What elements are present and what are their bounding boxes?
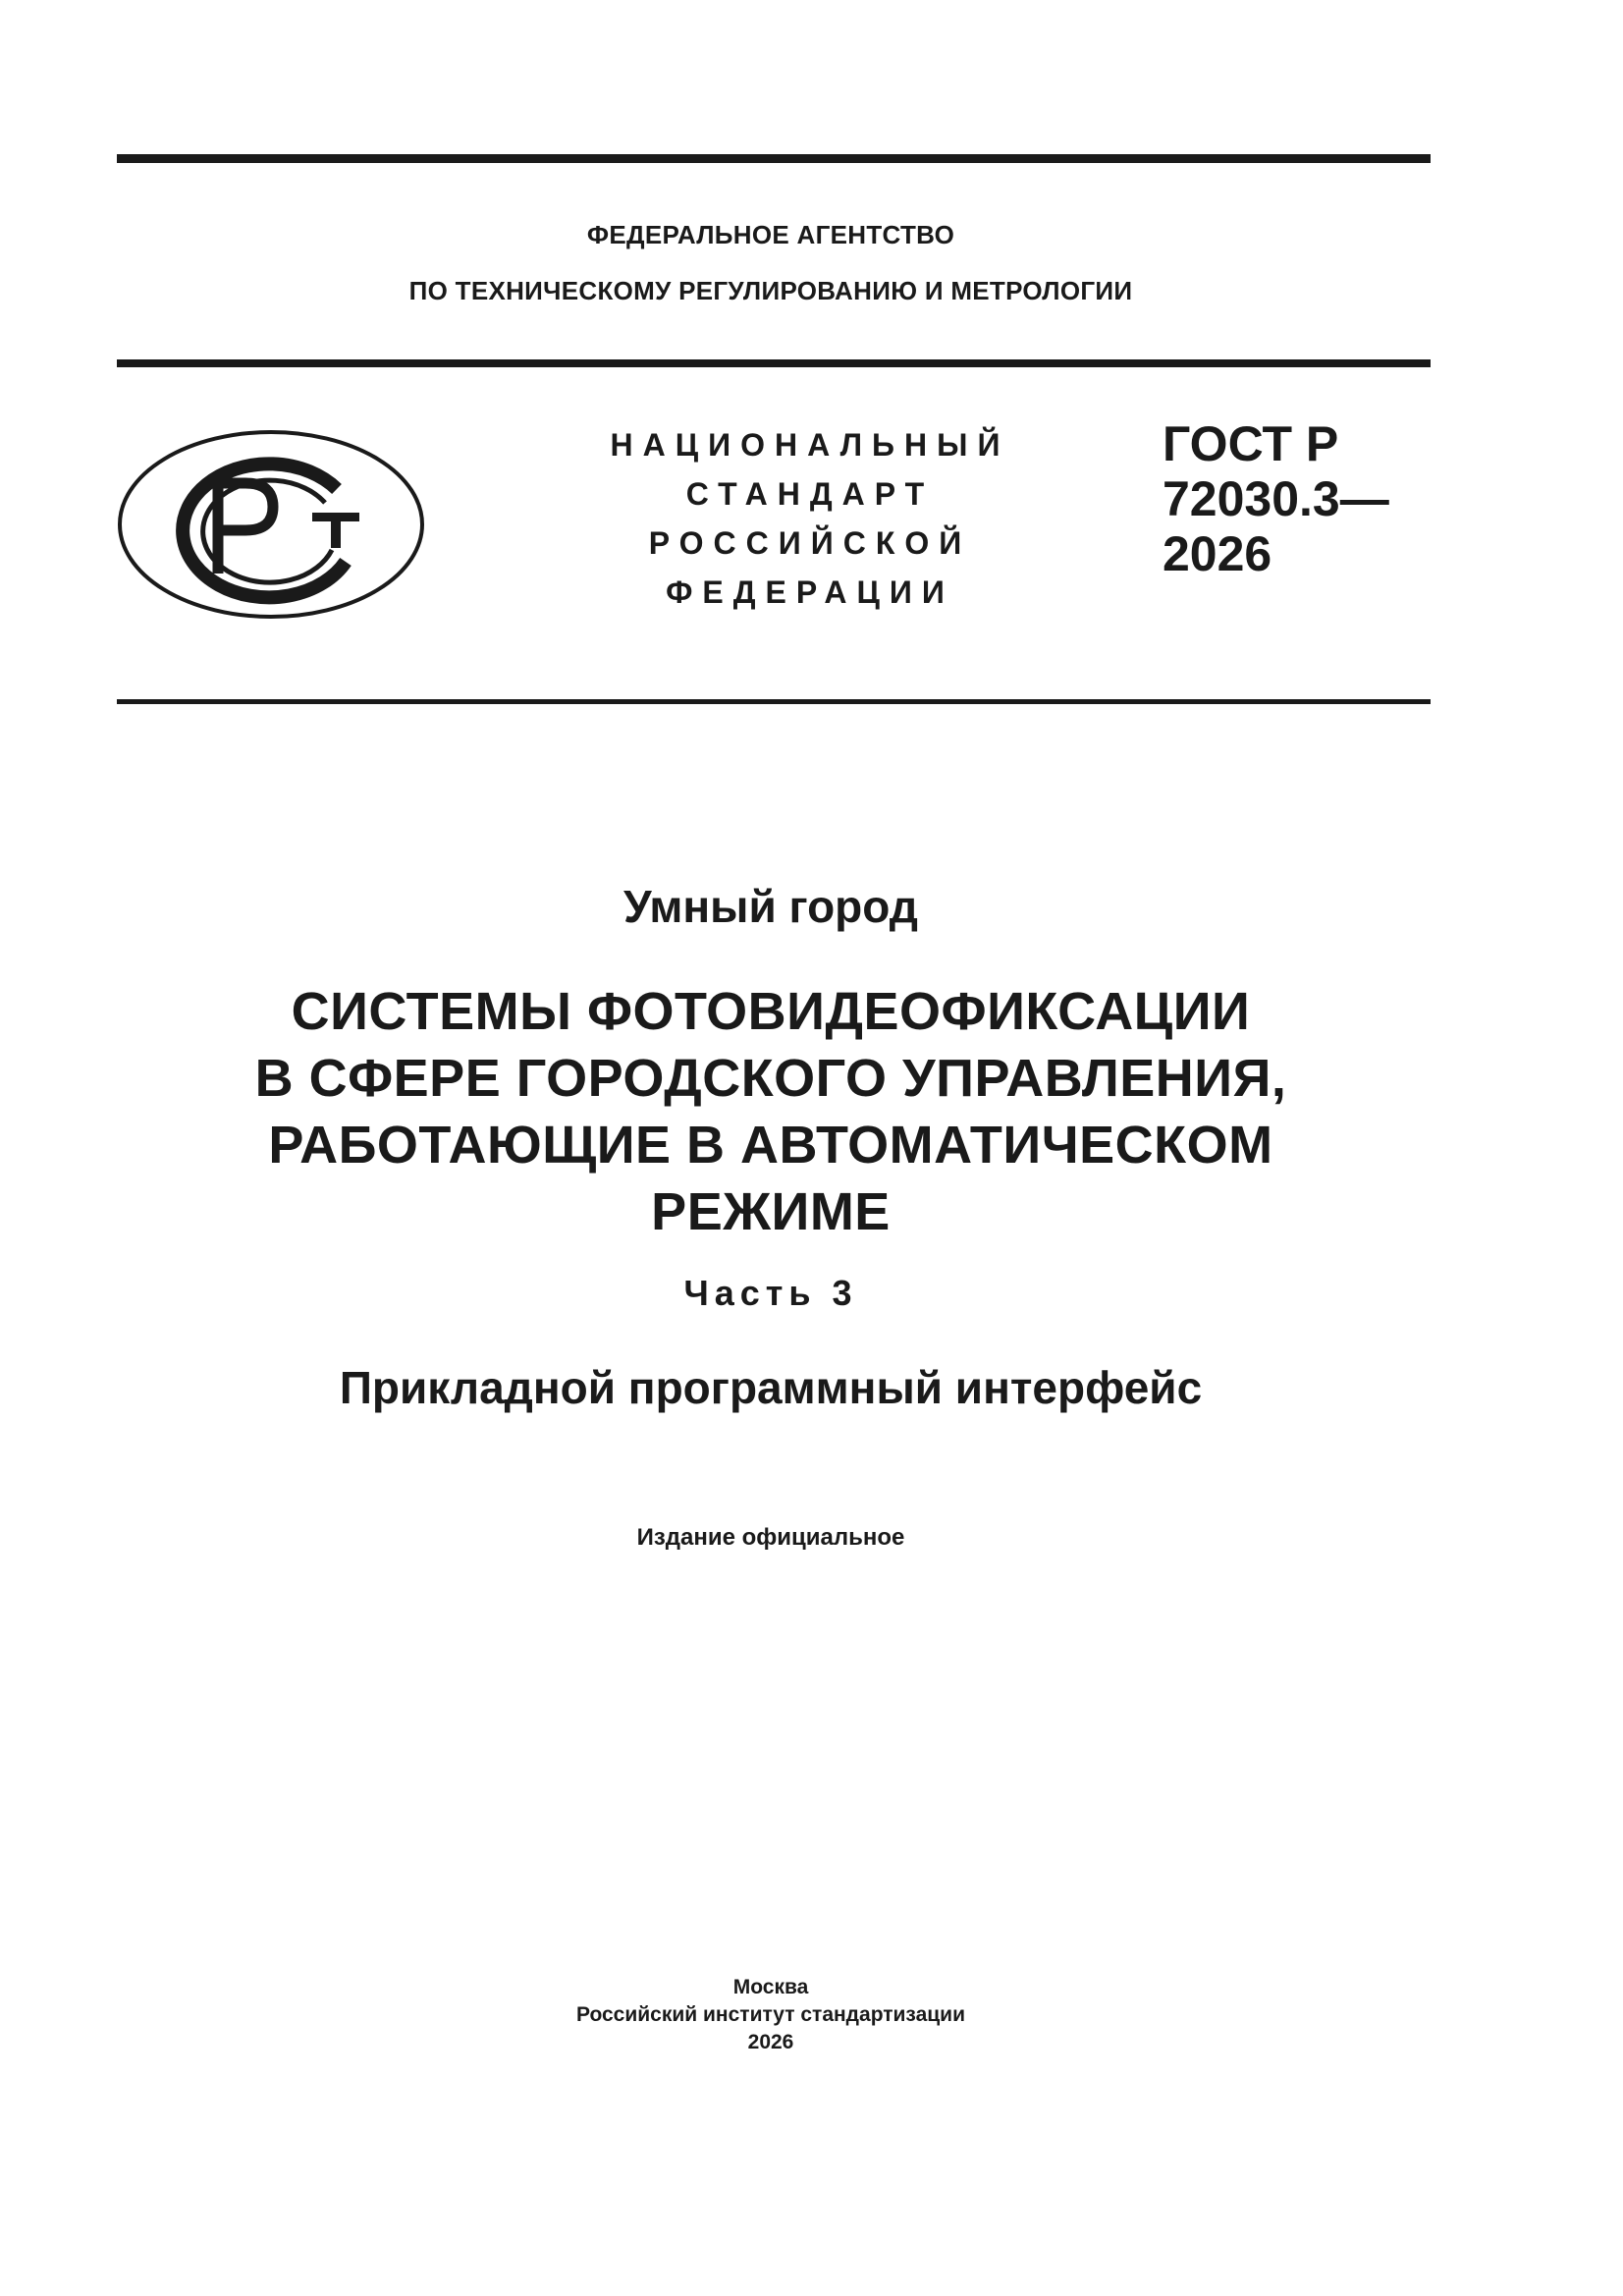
- standard-designation: [1163, 416, 1457, 581]
- title-line: РЕЖИМЕ: [651, 1182, 891, 1241]
- national-standard-line: ФЕДЕРАЦИИ: [666, 574, 954, 610]
- national-standard-label: [550, 420, 1070, 617]
- national-standard-line: РОССИЙСКОЙ: [648, 525, 972, 561]
- agency-line-1: ФЕДЕРАЛЬНОЕ АГЕНТСТВО: [586, 220, 955, 249]
- edition-label: Издание официальное: [636, 1524, 905, 1551]
- title-line: РАБОТАЮЩИЕ В АВТОМАТИЧЕСКОМ: [268, 1116, 1273, 1175]
- national-standard-line: НАЦИОНАЛЬНЫЙ: [610, 427, 1010, 463]
- national-standard-line: СТАНДАРТ: [685, 476, 935, 512]
- agency-line-2: ПО ТЕХНИЧЕСКОМУ РЕГУЛИРОВАНИЮ И МЕТРОЛОГИИ: [408, 276, 1133, 305]
- header-bottom-rule: [117, 699, 1431, 704]
- document-subtitle: Прикладной программный интерфейс: [339, 1362, 1203, 1413]
- designation-line-3: 2026: [1163, 526, 1272, 581]
- footer-year: 2026: [747, 2031, 794, 2053]
- part-label: Часть 3: [683, 1273, 858, 1313]
- agency-rule: [117, 359, 1431, 367]
- designation-line-1: ГОСТ Р: [1163, 416, 1339, 471]
- document-subject: Умный город: [623, 881, 918, 932]
- designation-line-2: 72030.3—: [1163, 471, 1389, 526]
- footer-city: Москва: [732, 1976, 809, 1998]
- document-title: [0, 978, 1542, 1245]
- top-rule: [117, 154, 1431, 163]
- footer-publisher: Российский институт стандартизации: [575, 2003, 966, 2026]
- rst-certification-mark-icon: [116, 428, 426, 621]
- publication-footer: [0, 1974, 1542, 2056]
- title-line: СИСТЕМЫ ФОТОВИДЕОФИКСАЦИИ: [291, 982, 1251, 1041]
- title-line: В СФЕРЕ ГОРОДСКОГО УПРАВЛЕНИЯ,: [254, 1049, 1287, 1108]
